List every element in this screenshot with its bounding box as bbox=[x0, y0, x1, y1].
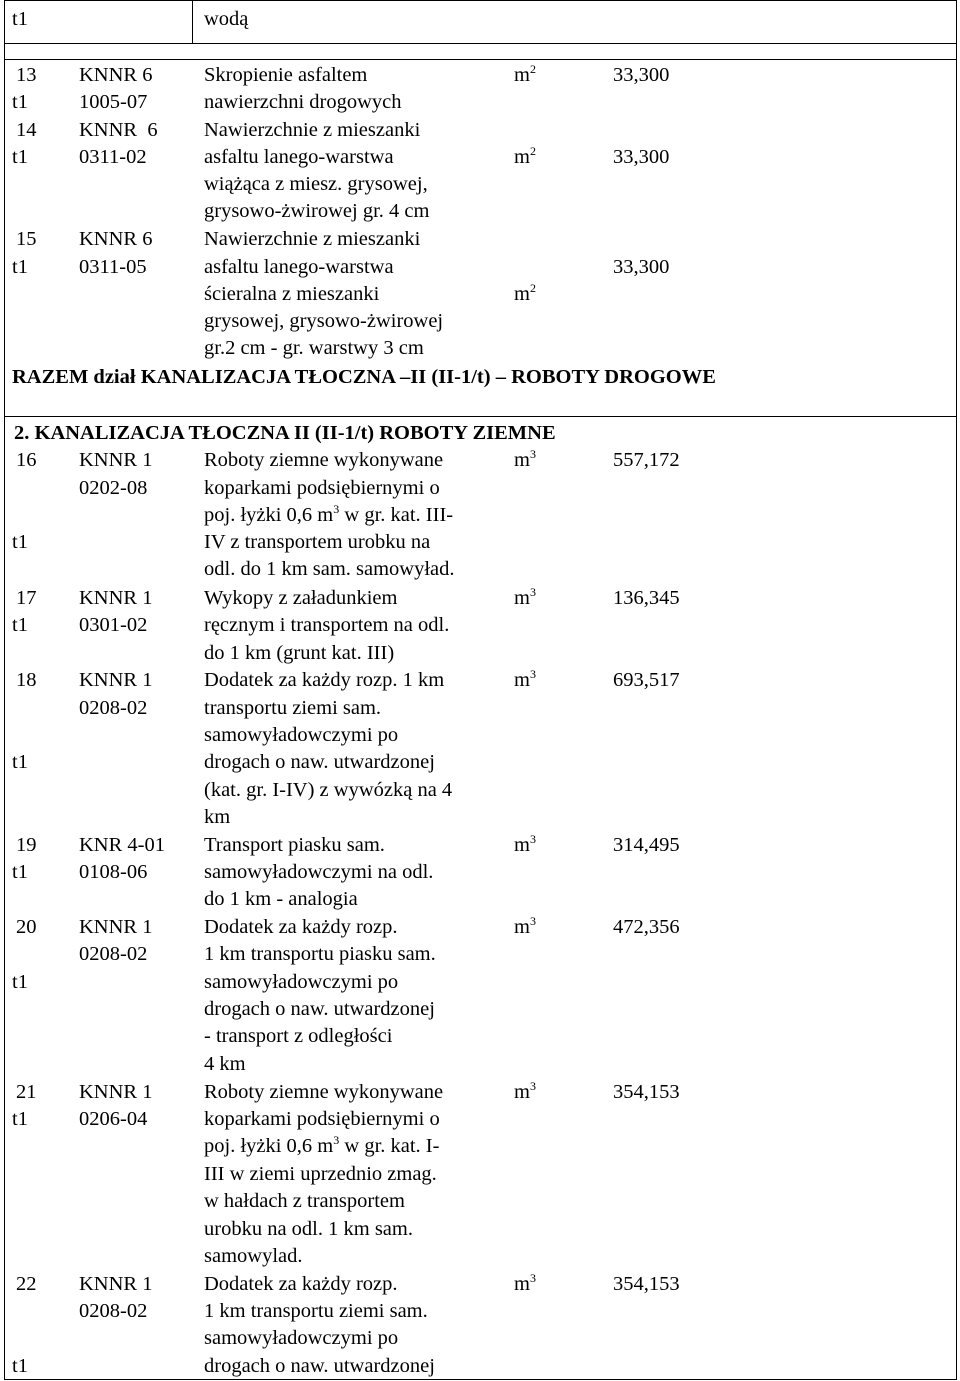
description-line: odl. do 1 km sam. samowyład. bbox=[204, 558, 455, 580]
unit: $m^3$ bbox=[514, 914, 536, 938]
description-line: km bbox=[204, 806, 231, 828]
row-sub-number: t1 bbox=[12, 146, 28, 168]
description-line: asfaltu lanego-warstwa bbox=[204, 146, 394, 168]
description-line: Dodatek za każdy rozp. 1 km bbox=[204, 669, 445, 691]
description-line: transportu ziemi sam. bbox=[204, 697, 382, 719]
quantity: 693,517 bbox=[613, 669, 680, 691]
quantity: 136,345 bbox=[613, 587, 680, 609]
quantity: 557,172 bbox=[613, 449, 680, 471]
catalog-position: 0301-02 bbox=[79, 614, 148, 636]
table-bottom-border bbox=[4, 1379, 957, 1380]
row-number: 14 bbox=[16, 119, 37, 141]
row-divider bbox=[4, 59, 957, 60]
description-line: Wykopy z załadunkiem bbox=[204, 587, 398, 609]
catalog-position: 1005-07 bbox=[79, 91, 148, 113]
catalog-code: KNNR 6 bbox=[79, 64, 153, 86]
unit: $m^3$ bbox=[514, 1271, 536, 1295]
description-line: do 1 km (grunt kat. III) bbox=[204, 642, 395, 664]
description-line: (kat. gr. I-IV) z wywózką na 4 bbox=[204, 779, 453, 801]
column-divider bbox=[192, 0, 193, 43]
row-divider bbox=[4, 416, 957, 417]
row-sub-number: t1 bbox=[12, 1355, 28, 1377]
row-number: 18 bbox=[16, 669, 37, 691]
unit: $m^2$ bbox=[514, 281, 536, 305]
quantity: 472,356 bbox=[613, 916, 680, 938]
catalog-code: KNNR 6 bbox=[79, 228, 153, 250]
row-number: 17 bbox=[16, 587, 37, 609]
unit: $m^3$ bbox=[514, 832, 536, 856]
catalog-position: 0311-02 bbox=[79, 146, 147, 168]
row-number: 21 bbox=[16, 1081, 37, 1103]
row-number: 16 bbox=[16, 449, 37, 471]
quantity: 33,300 bbox=[613, 146, 670, 168]
catalog-position: 0208-02 bbox=[79, 943, 148, 965]
catalog-position: 0311-05 bbox=[79, 256, 147, 278]
description-line: Dodatek za każdy rozp. bbox=[204, 1273, 398, 1295]
description-line: do 1 km - analogia bbox=[204, 888, 358, 910]
description-line: samowylad. bbox=[204, 1245, 303, 1267]
row-sub-number: t1 bbox=[12, 861, 28, 883]
section-summary-line: RAZEM dział KANALIZACJA TŁOCZNA –II (II-1/t) – ROBOTY DROGOWE bbox=[12, 366, 716, 388]
row-sub-number: t1 bbox=[12, 1108, 28, 1130]
row-number: 22 bbox=[16, 1273, 37, 1295]
row-number: 15 bbox=[16, 228, 37, 250]
description-line: - transport z odległości bbox=[204, 1025, 393, 1047]
quantity: 33,300 bbox=[613, 256, 670, 278]
description-line: drogach o naw. utwardzonej bbox=[204, 1355, 435, 1377]
quantity: 314,495 bbox=[613, 834, 680, 856]
description-line: Nawierzchnie z mieszanki bbox=[204, 228, 421, 250]
catalog-position: 0202-08 bbox=[79, 477, 148, 499]
description-line: 4 km bbox=[204, 1053, 246, 1075]
description-line: samowyładowczymi po bbox=[204, 1327, 399, 1349]
description-line: samowyładowczymi na odl. bbox=[204, 861, 434, 883]
catalog-code: KNNR 1 bbox=[79, 1081, 153, 1103]
description-line: urobku na odl. 1 km sam. bbox=[204, 1218, 413, 1240]
description-line: poj. łyżki 0,6 $m^3$ w gr. kat. I- bbox=[204, 1133, 440, 1157]
unit: $m^2$ bbox=[514, 144, 536, 168]
catalog-position: 0208-02 bbox=[79, 1300, 148, 1322]
description-line: grysowo-żwirowej gr. 4 cm bbox=[204, 200, 430, 222]
description-line: poj. łyżki 0,6 $m^3$ w gr. kat. III- bbox=[204, 502, 454, 526]
description-line: samowyładowczymi po bbox=[204, 971, 399, 993]
description-line: Nawierzchnie z mieszanki bbox=[204, 119, 421, 141]
description-line: koparkami podsiębiernymi o bbox=[204, 1108, 440, 1130]
catalog-position: 0208-02 bbox=[79, 697, 148, 719]
description-line: drogach o naw. utwardzonej bbox=[204, 751, 435, 773]
catalog-code: KNR 4-01 bbox=[79, 834, 165, 856]
catalog-code: KNNR 1 bbox=[79, 916, 153, 938]
description-line: grysowej, grysowo-żwirowej bbox=[204, 310, 444, 332]
row-sub-number: t1 bbox=[12, 614, 28, 636]
unit: $m^3$ bbox=[514, 447, 536, 471]
unit: $m^2$ bbox=[514, 62, 536, 86]
description-line: ścieralna z mieszanki bbox=[204, 283, 380, 305]
top-row-lp: t1 bbox=[12, 8, 28, 30]
description-line: ręcznym i transportem na odl. bbox=[204, 614, 450, 636]
description-line: samowyładowczymi po bbox=[204, 724, 399, 746]
unit: $m^3$ bbox=[514, 1079, 536, 1103]
top-row-description: wodą bbox=[204, 8, 249, 30]
description-line: IV z transportem urobku na bbox=[204, 531, 431, 553]
description-line: koparkami podsiębiernymi o bbox=[204, 477, 440, 499]
row-number: 19 bbox=[16, 834, 37, 856]
description-line: w hałdach z transportem bbox=[204, 1190, 405, 1212]
description-line: 1 km transportu piasku sam. bbox=[204, 943, 436, 965]
row-number: 20 bbox=[16, 916, 37, 938]
description-line: wiążąca z miesz. grysowej, bbox=[204, 173, 428, 195]
description-line: Skropienie asfaltem bbox=[204, 64, 368, 86]
description-line: Roboty ziemne wykonywane bbox=[204, 449, 444, 471]
description-line: gr.2 cm - gr. warstwy 3 cm bbox=[204, 337, 424, 359]
quantity: 354,153 bbox=[613, 1081, 680, 1103]
catalog-position: 0108-06 bbox=[79, 861, 148, 883]
description-line: Transport piasku sam. bbox=[204, 834, 385, 856]
catalog-code: KNNR 1 bbox=[79, 449, 153, 471]
row-sub-number: t1 bbox=[12, 751, 28, 773]
row-sub-number: t1 bbox=[12, 531, 28, 553]
description-line: drogach o naw. utwardzonej bbox=[204, 998, 435, 1020]
row-sub-number: t1 bbox=[12, 256, 28, 278]
quantity: 33,300 bbox=[613, 64, 670, 86]
unit: $m^3$ bbox=[514, 585, 536, 609]
quantity: 354,153 bbox=[613, 1273, 680, 1295]
description-line: nawierzchni drogowych bbox=[204, 91, 402, 113]
catalog-code: KNNR 1 bbox=[79, 587, 153, 609]
row-sub-number: t1 bbox=[12, 971, 28, 993]
catalog-code: KNNR 1 bbox=[79, 669, 153, 691]
description-line: Roboty ziemne wykonywane bbox=[204, 1081, 444, 1103]
row-divider bbox=[4, 43, 957, 44]
description-line: Dodatek za każdy rozp. bbox=[204, 916, 398, 938]
row-sub-number: t1 bbox=[12, 91, 28, 113]
description-line: asfaltu lanego-warstwa bbox=[204, 256, 394, 278]
catalog-position: 0206-04 bbox=[79, 1108, 148, 1130]
catalog-code: KNNR 6 bbox=[79, 119, 158, 141]
description-line: III w ziemi uprzednio zmag. bbox=[204, 1163, 437, 1185]
catalog-code: KNNR 1 bbox=[79, 1273, 153, 1295]
table-top-border bbox=[4, 0, 957, 1]
row-number: 13 bbox=[16, 64, 37, 86]
section-title: 2. KANALIZACJA TŁOCZNA II (II-1/t) ROBOTY ZIEMNE bbox=[14, 422, 556, 444]
description-line: 1 km transportu ziemi sam. bbox=[204, 1300, 428, 1322]
unit: $m^3$ bbox=[514, 667, 536, 691]
